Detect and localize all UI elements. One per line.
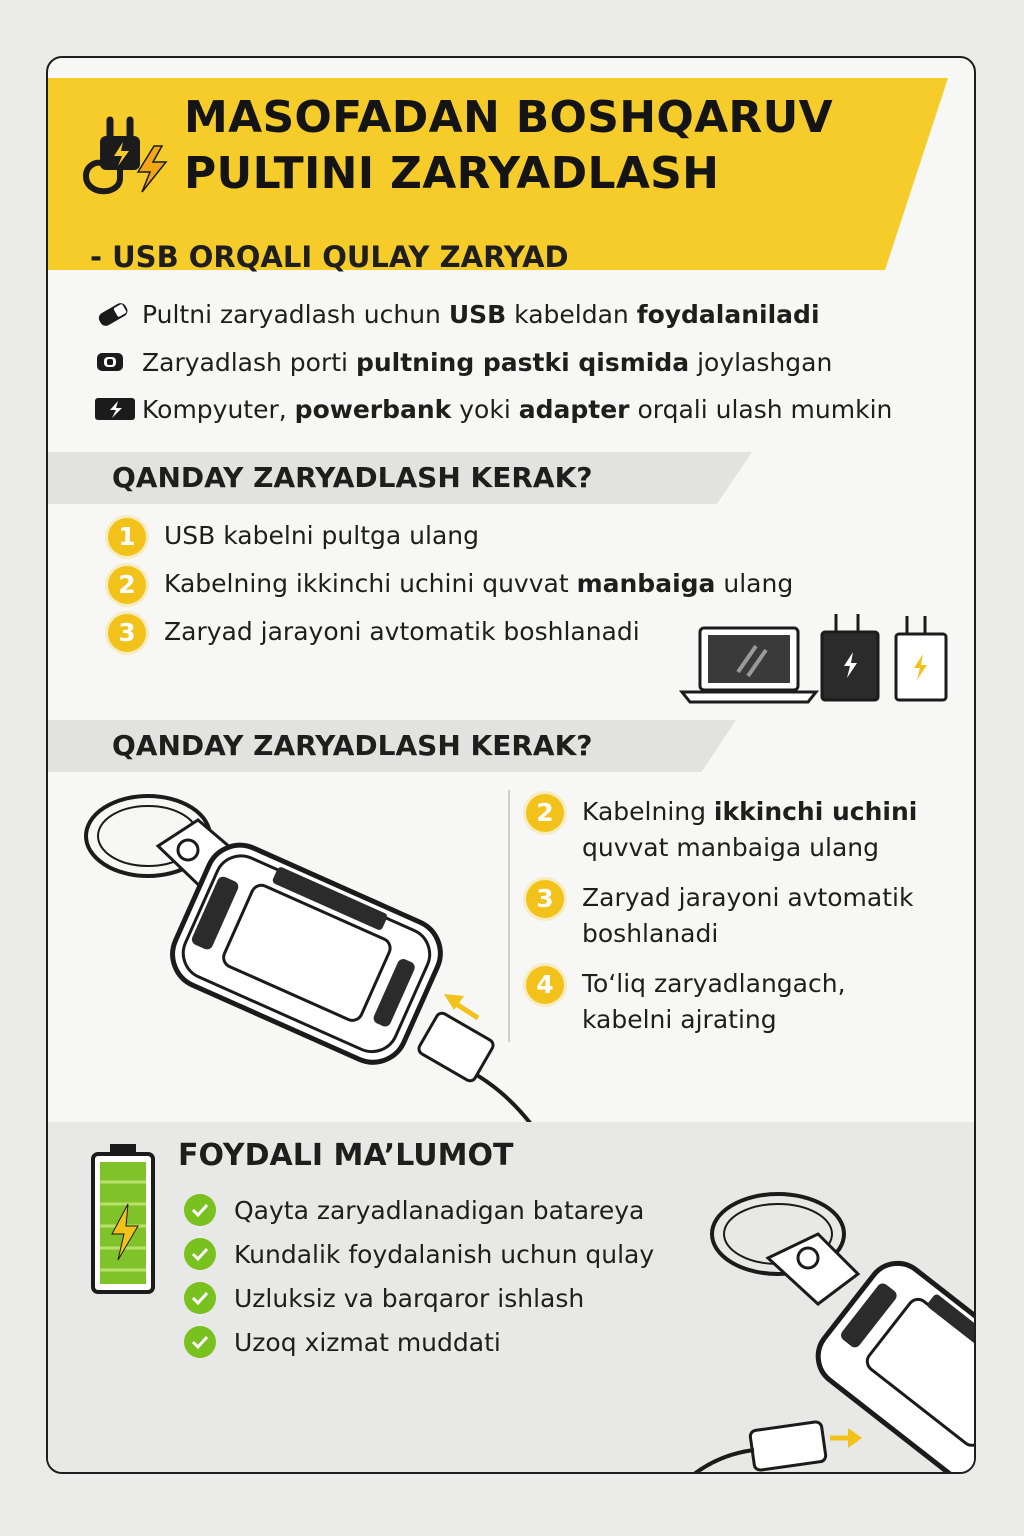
arrow-icon [444, 994, 478, 1018]
section1-step-1: 1 USB kabelni pultga ulang [108, 518, 479, 556]
battery-bolt-icon [94, 394, 142, 424]
info-title: FOYDALI MA’LUMOT [178, 1138, 514, 1173]
usb-cable-icon [94, 299, 142, 329]
subheading: - USB ORQALI QULAY ZARYAD [90, 240, 569, 274]
check-icon [184, 1282, 216, 1314]
power-sources-illustration [678, 610, 954, 706]
check-icon [184, 1326, 216, 1358]
infographic-card [46, 56, 976, 1474]
white-adapter-icon [896, 616, 946, 700]
check-icon [184, 1238, 216, 1270]
step-number-badge: 3 [526, 880, 564, 918]
title-line-1: MASOFADAN BOSHQARUV [184, 92, 833, 143]
step-number-badge: 3 [108, 614, 146, 652]
section1-title: QANDAY ZARYADLASH KERAK? [112, 461, 593, 494]
check-icon [184, 1194, 216, 1226]
laptop-icon [682, 628, 816, 702]
section1-step-2: 2 Kabelning ikkinchi uchini quvvat manbaiga ulang [108, 566, 793, 604]
section2-step-4: 4 Toʻliq zaryadlangach, kabelni ajrating [526, 966, 846, 1038]
info-item: Uzoq xizmat muddati [184, 1326, 501, 1358]
arrow-icon [830, 1428, 862, 1448]
page-title [184, 90, 904, 202]
section2-divider [508, 790, 510, 1042]
info-item: Qayta zaryadlanadigan batareya [184, 1194, 644, 1226]
step-number-badge: 1 [108, 518, 146, 556]
section2-step-2: 2 Kabelning ikkinchi uchini quvvat manbaiga ulang [526, 794, 917, 866]
feature-power-sources: Kompyuter, powerbank yoki adapter orqali ulash mumkin [94, 389, 954, 429]
step-number-badge: 2 [526, 794, 564, 832]
feature-usb-cable: Pultni zaryadlash uchun USB kabeldan foydalaniladi [94, 294, 954, 334]
usb-cable-plug-icon [634, 1421, 826, 1474]
usb-port-icon [94, 347, 142, 377]
feature-charging-port: Zaryadlash porti pultning pastki qismida joylashgan [94, 342, 954, 382]
section2-step-3: 3 Zaryad jarayoni avtomatik boshlanadi [526, 880, 913, 952]
step-number-badge: 2 [108, 566, 146, 604]
step-number-badge: 4 [526, 966, 564, 1004]
remote-charging-illustration [78, 788, 558, 1124]
section2-title: QANDAY ZARYADLASH KERAK? [112, 729, 593, 762]
remote-with-cable-illustration [598, 1188, 976, 1474]
section1-step-3: 3 Zaryad jarayoni avtomatik boshlanadi [108, 614, 640, 652]
plug-lightning-icon [74, 106, 178, 210]
info-item: Uzluksiz va barqaror ishlash [184, 1282, 584, 1314]
battery-full-icon [90, 1142, 156, 1296]
info-item: Kundalik foydalanish uchun qulay [184, 1238, 654, 1270]
usb-cable-plug-icon [417, 1011, 534, 1124]
remote-control-icon [162, 834, 451, 1073]
title-line-2: PULTINI ZARYADLASH [184, 148, 720, 199]
dark-adapter-icon [822, 614, 878, 700]
